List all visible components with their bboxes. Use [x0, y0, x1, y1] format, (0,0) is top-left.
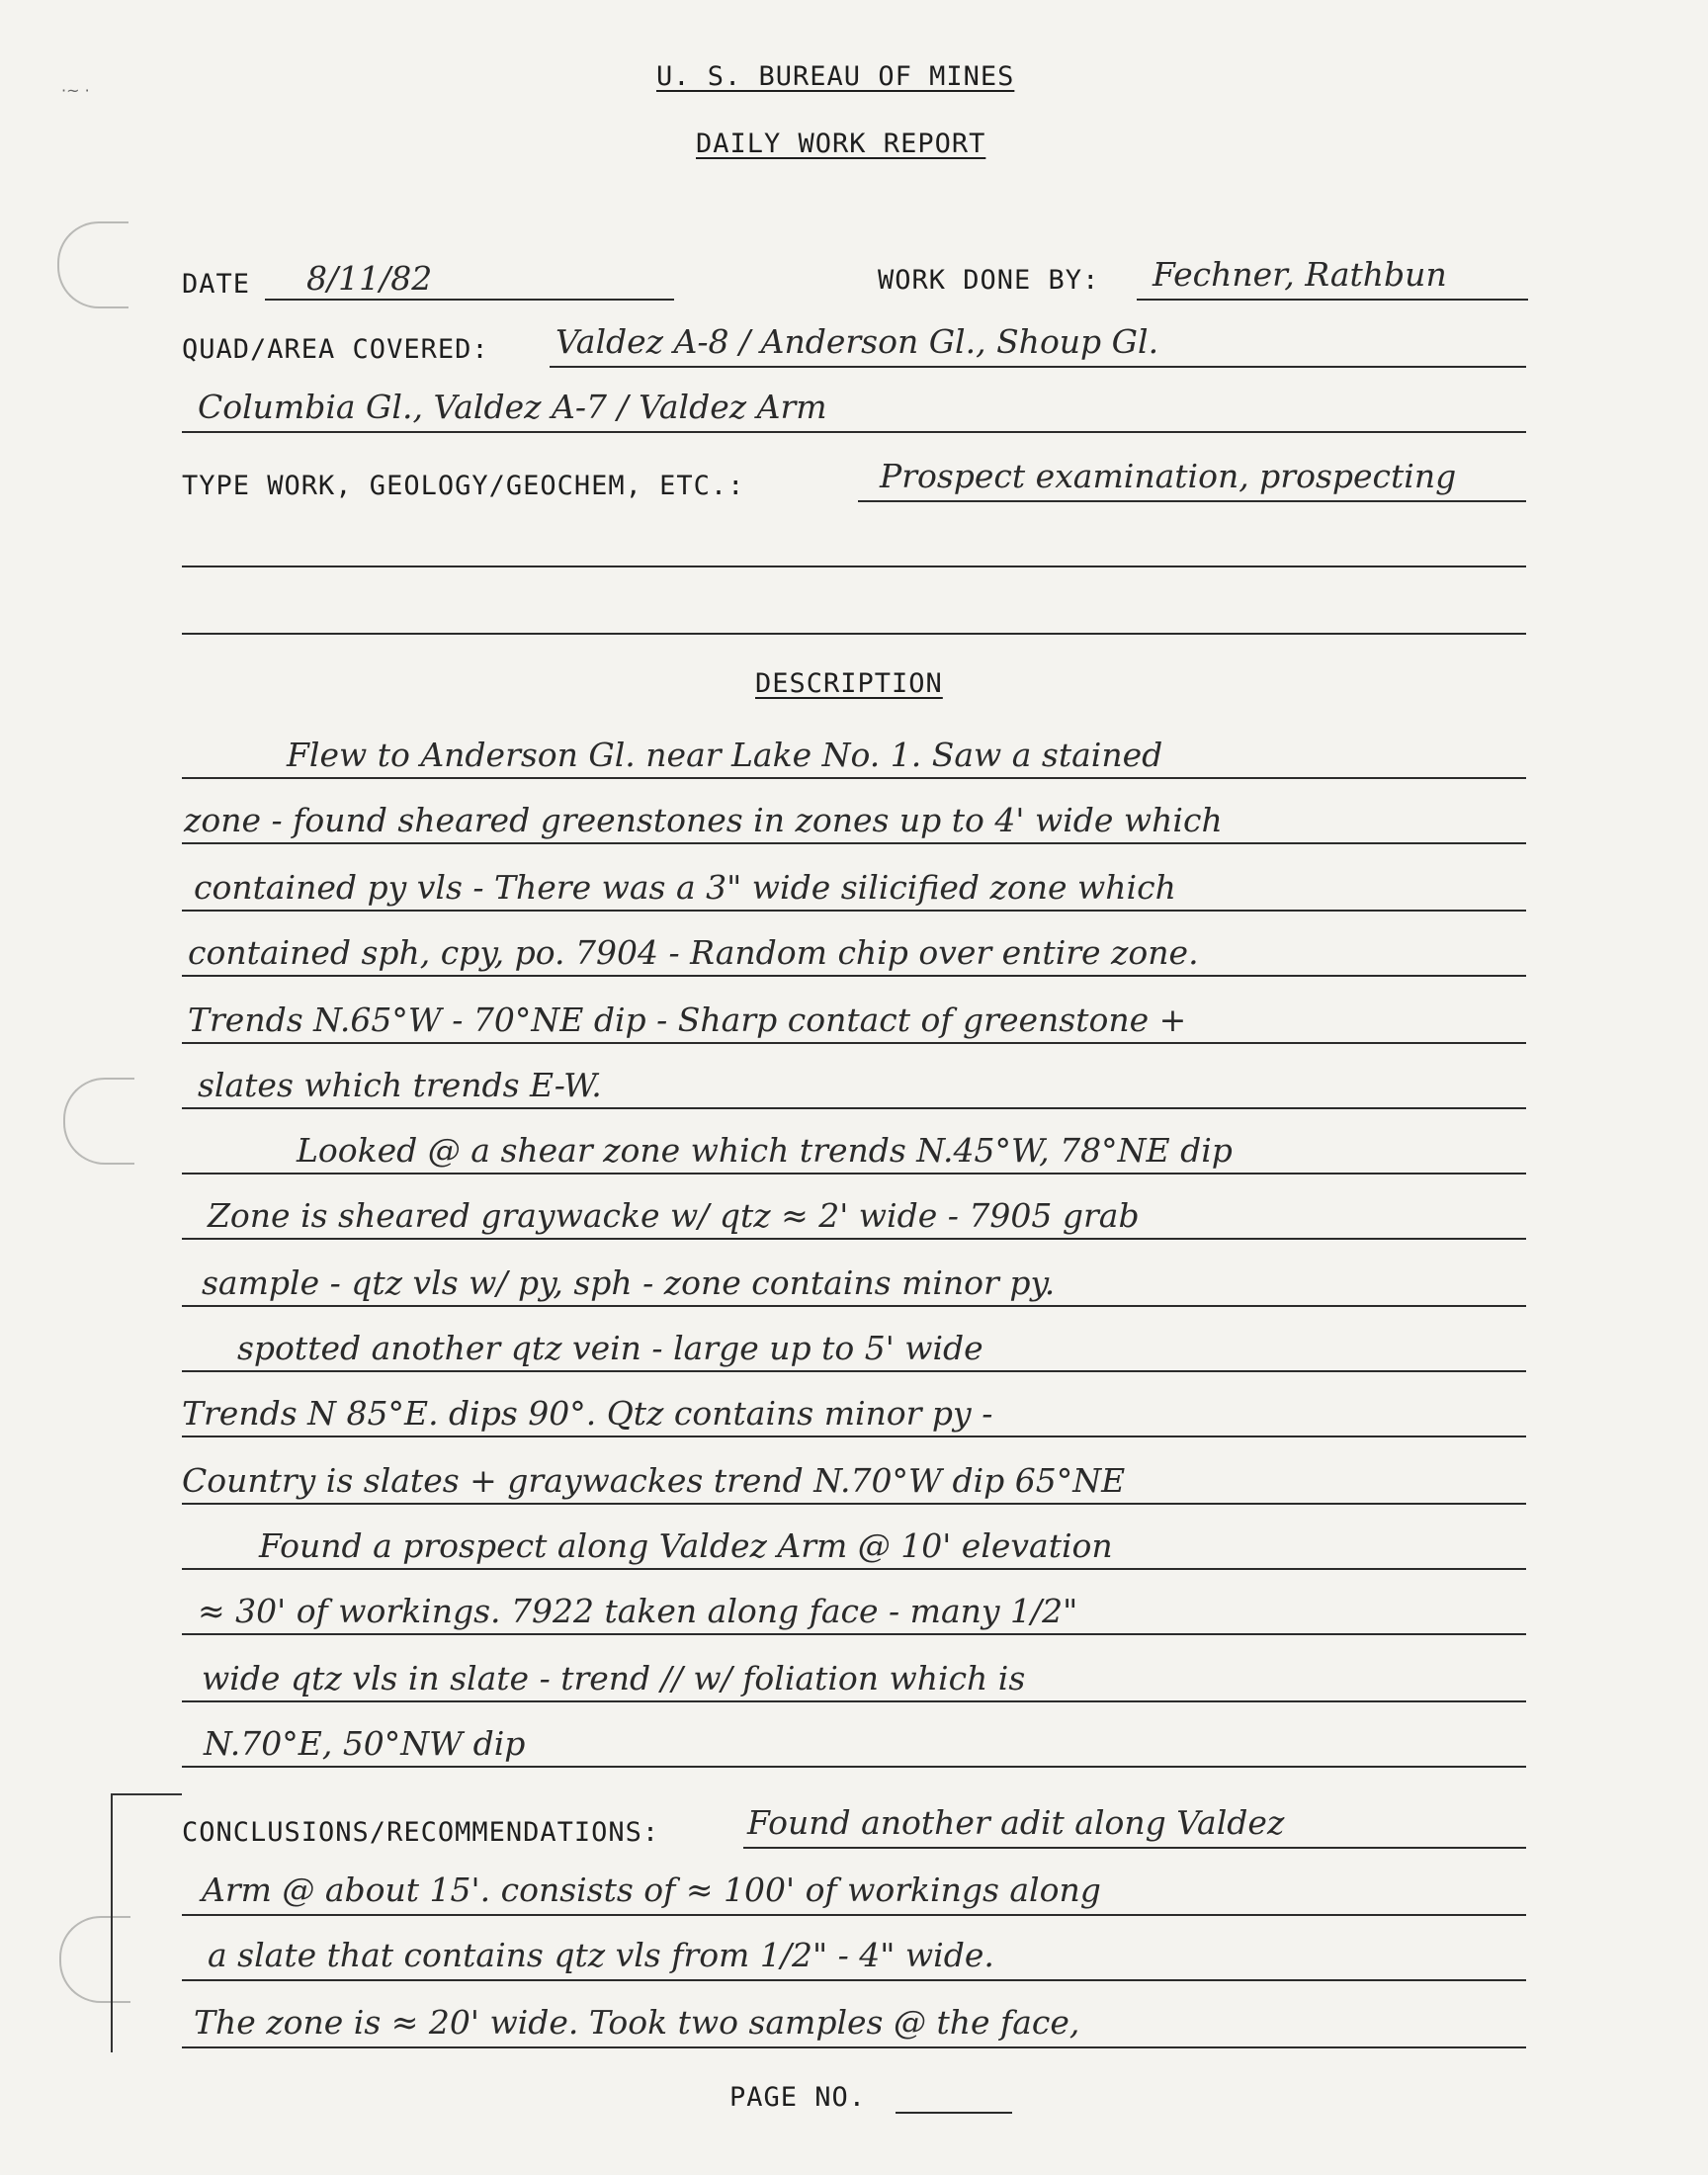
description-rule	[182, 910, 1526, 912]
description-line: Zone is sheared graywacke w/ qtz ≈ 2' wide - 7905 grab	[208, 1196, 1140, 1235]
description-heading: DESCRIPTION	[755, 668, 943, 699]
description-rule	[182, 1700, 1526, 1702]
type-work-label: TYPE WORK, GEOLOGY/GEOCHEM, ETC.:	[182, 471, 745, 501]
description-line: Trends N 85°E. dips 90°. Qtz contains minor py -	[182, 1394, 993, 1433]
description-line: spotted another qtz vein - large up to 5' wide	[237, 1329, 983, 1367]
page-number-rule	[896, 2112, 1012, 2114]
date-value: 8/11/82	[306, 259, 433, 298]
report-title: DAILY WORK REPORT	[696, 129, 986, 159]
type-work-rule-2	[182, 566, 1526, 567]
quad-rule-2	[182, 431, 1526, 433]
description-rule	[182, 1173, 1526, 1174]
work-done-by-rule	[1137, 299, 1528, 301]
work-done-by-label: WORK DONE BY:	[878, 265, 1100, 296]
description-rule	[182, 1568, 1526, 1570]
corner-smudge: ·~ ·	[61, 81, 90, 100]
conclusions-line: Found another adit along Valdez	[747, 1803, 1285, 1842]
description-line: zone - found sheared greenstones in zones up to 4' wide which	[184, 801, 1223, 839]
description-rule	[182, 1370, 1526, 1372]
page-number-label: PAGE NO.	[729, 2082, 867, 2113]
description-rule	[182, 1107, 1526, 1109]
conclusions-rule	[743, 1847, 1526, 1849]
description-rule	[182, 1436, 1526, 1437]
quad-value-line1: Valdez A-8 / Anderson Gl., Shoup Gl.	[555, 322, 1159, 361]
work-done-by-value: Fechner, Rathbun	[1153, 255, 1447, 294]
description-rule	[182, 975, 1526, 977]
type-work-rule-3	[182, 633, 1526, 635]
conclusions-line: The zone is ≈ 20' wide. Took two samples @ the face,	[194, 2003, 1080, 2042]
description-rule	[182, 1238, 1526, 1240]
description-rule	[182, 777, 1526, 779]
description-line: N.70°E, 50°NW dip	[204, 1724, 526, 1763]
description-line: contained py vls - There was a 3" wide silicified zone which	[194, 868, 1176, 907]
quad-rule-1	[550, 366, 1526, 368]
conclusions-rule	[182, 2046, 1526, 2048]
agency-title: U. S. BUREAU OF MINES	[656, 61, 1015, 92]
description-line: contained sph, cpy, po. 7904 - Random chip over entire zone.	[188, 933, 1199, 972]
conclusions-label: CONCLUSIONS/RECOMMENDATIONS:	[182, 1817, 660, 1848]
description-rule	[182, 1503, 1526, 1505]
conclusions-bracket	[111, 1793, 182, 2052]
description-line: Found a prospect along Valdez Arm @ 10' elevation	[259, 1526, 1113, 1565]
quad-value-line2: Columbia Gl., Valdez A-7 / Valdez Arm	[198, 388, 827, 426]
description-line: Looked @ a shear zone which trends N.45°W, 78°NE dip	[297, 1131, 1233, 1170]
conclusions-line: a slate that contains qtz vls from 1/2" - 4" wide.	[208, 1936, 994, 1974]
quad-label: QUAD/AREA COVERED:	[182, 334, 489, 365]
description-rule	[182, 1766, 1526, 1768]
description-line: wide qtz vls in slate - trend // w/ foliation which is	[202, 1659, 1026, 1697]
description-line: Trends N.65°W - 70°NE dip - Sharp contact of greenstone +	[188, 1000, 1187, 1039]
description-line: Flew to Anderson Gl. near Lake No. 1. Saw a stained	[287, 736, 1163, 774]
description-rule	[182, 1305, 1526, 1307]
description-line: ≈ 30' of workings. 7922 taken along face - many 1/2"	[198, 1592, 1078, 1630]
description-rule	[182, 842, 1526, 844]
date-rule	[265, 299, 674, 301]
description-line: sample - qtz vls w/ py, sph - zone contains minor py.	[202, 1263, 1056, 1302]
date-label: DATE	[182, 269, 251, 300]
conclusions-rule	[182, 1979, 1526, 1981]
description-line: slates which trends E-W.	[198, 1066, 602, 1104]
conclusions-line: Arm @ about 15'. consists of ≈ 100' of workings along	[202, 1870, 1101, 1909]
binder-hole-top	[57, 221, 128, 308]
type-work-value: Prospect examination, prospecting	[880, 457, 1457, 495]
type-work-rule-1	[858, 500, 1526, 502]
description-rule	[182, 1042, 1526, 1044]
description-rule	[182, 1633, 1526, 1635]
binder-hole-middle	[63, 1078, 134, 1165]
description-line: Country is slates + graywackes trend N.70°W dip 65°NE	[182, 1461, 1126, 1500]
conclusions-rule	[182, 1914, 1526, 1916]
